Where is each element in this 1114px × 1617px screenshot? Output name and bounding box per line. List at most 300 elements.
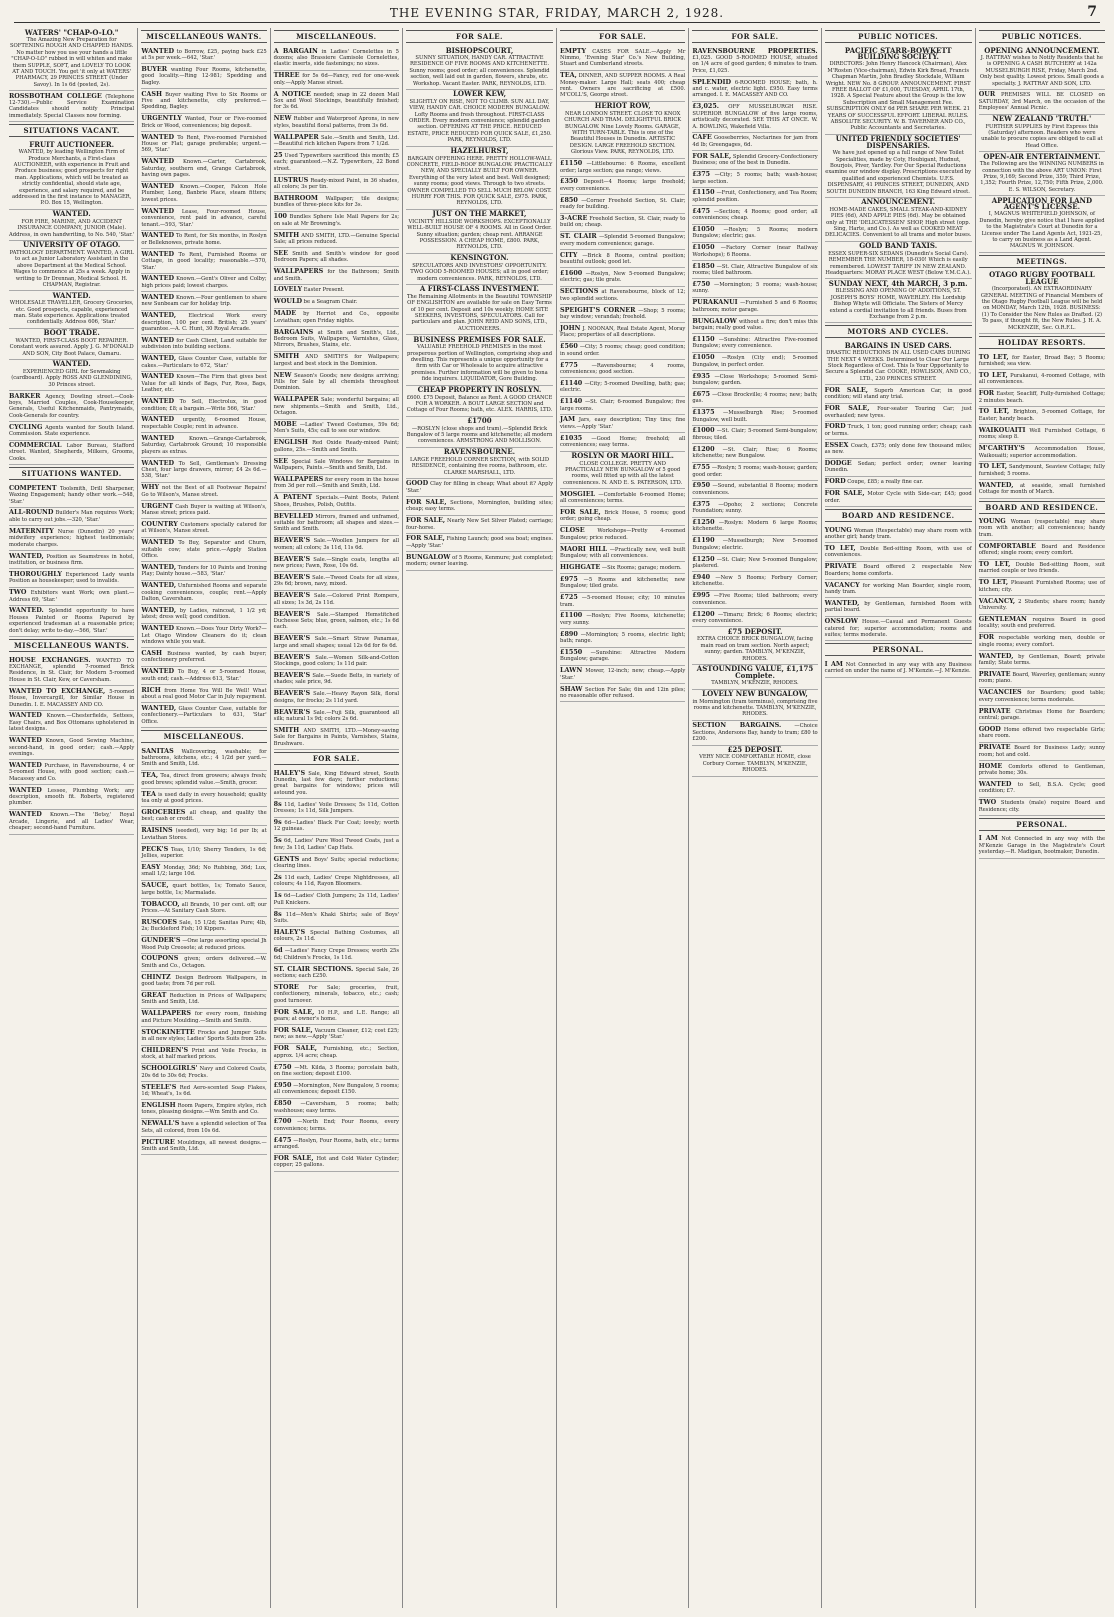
classified-ad	[141, 311, 266, 336]
ad-lead-word: ST. CLAIR SECTIONS.	[273, 964, 354, 973]
ad-body-text: Known—The Firm that gives best Value for all kinds of Bags, Fur, Ross, Bags, Leather, etc.	[141, 374, 267, 394]
ad-body-text: —Ladies' Fancy Crepe Dresses; worth 25s 6d; Children's Frocks, 1s 11d.	[273, 948, 399, 961]
ad-body-text: Mouldings, all newest designs.—Smith and Smith, Ltd.	[141, 1139, 267, 1152]
ad-body-text: OFF MUSSELBURGH RISE. SUPERIOR BUNGALOW of five large rooms, artistically decorated. SEE THIS AT ONCE. W. A. BOWLING, Wakefield Villa.	[692, 104, 818, 130]
ad-body-text: Exhibitors want Work; own plant.—Address 69, 'Star.'	[9, 590, 135, 603]
classified-ad	[406, 46, 553, 90]
ad-body-text: Deposit—4 Rooms; large freehold; every convenience.	[560, 179, 686, 192]
classified-ad	[979, 407, 1105, 425]
classified-ad	[141, 972, 266, 990]
ad-lead-word: WANTED,	[141, 562, 177, 571]
ad-body-text: Red Oxide Ready-mixed Paint; gallons, 25s.—Smith and Smith.	[273, 440, 399, 453]
ad-body-text: —Sound, substantial 8 Rooms; modern conveniences.	[692, 483, 818, 496]
ad-lead-word: SANITAS	[141, 746, 174, 755]
ad-lead-word: FORD	[824, 422, 846, 431]
ad-lead-word: HIGHGATE	[560, 562, 601, 571]
classified-ad	[825, 422, 972, 440]
classified-ad	[141, 415, 266, 433]
ad-body-text: Mirrors, framed and unframed, suitable for bathroom; all shapes and sizes.—Smith and Smith.	[273, 513, 399, 533]
ad-lead-word: £1000	[692, 426, 715, 435]
classified-ad	[825, 440, 972, 458]
ad-lead-word: VACANCY,	[978, 596, 1016, 605]
ad-lead-word: WANTED	[141, 182, 175, 190]
ad-lead-word: £1190	[692, 536, 715, 545]
classified-ad	[979, 633, 1105, 651]
ad-body-text: needed; snap in 22 dozen Mail Sox and Wool Stockings, beautifully finished; for 3s 6d.	[273, 91, 399, 111]
classified-ad	[692, 151, 817, 169]
section-heading: MISCELLANEOUS.	[141, 730, 266, 743]
ad-body-text: —Roslyn, Four Rooms, bath, etc.; terms arranged.	[273, 1137, 399, 1151]
classified-ad	[560, 102, 685, 159]
ad-body-text: —Comfortable 6-roomed Home; all conveniences; terms.	[560, 491, 686, 505]
classified-ad	[560, 232, 685, 250]
ad-lead-word: PURAKANUI	[692, 298, 738, 307]
ad-lead-word: WANTED	[141, 335, 175, 344]
classified-ad	[692, 536, 817, 554]
classified-ad	[406, 335, 553, 385]
column-3	[271, 28, 403, 1608]
ad-body-text: DINNER, AND SUPPER ROOMS. A Real Money-maker. Large Hall; seats 400; cheap rent. Owners are sacrificing at £500. M'COLL'S, George street.	[560, 73, 686, 99]
ad-lead-word: WANTED	[9, 785, 42, 794]
classified-ad	[9, 785, 134, 810]
ad-lead-word: TEA,	[560, 71, 577, 80]
ad-lead-word: BARGAINS	[273, 327, 314, 336]
ad-body-text: Position as Seamstress in hotel, institution, or business firm.	[9, 553, 135, 566]
classified-ad	[692, 690, 817, 721]
ad-body-text: Clay for filling in cheap; What about it? Apply 'Star.'	[405, 481, 554, 494]
ad-body-text: —Five Rooms; tiled bathroom; every convenience.	[692, 593, 818, 606]
ad-lead-word: £1140	[560, 378, 583, 387]
ad-lead-word: WANTED	[141, 624, 175, 633]
classified-ad	[274, 230, 399, 248]
ad-body-text: Freehold Section, St. Clair, ready to build on; cheap.	[560, 216, 686, 229]
ad-lead-word: WANTED	[141, 274, 175, 283]
classified-ad	[141, 458, 266, 483]
classified-ad	[979, 669, 1105, 687]
ad-body-text: Four-seater Touring Car; just overhauled; new tyres.	[824, 406, 972, 419]
ad-body-text: —City; 5 rooms; bath; wash-house; large section.	[692, 172, 818, 185]
ad-body-text: £600. £75 Deposit, Balance as Rent. A GOOD CHANCE FOR A WORKER. A BOUT LARGE SECTION and Cottage of Four Rooms; bath, etc. ALEX. HARRIS, LTD.	[406, 394, 553, 414]
ad-body-text: —Musselburgh Rise; 5-roomed Bungalow, well built.	[692, 410, 818, 423]
ad-body-text: To Buy, 4 or 5-roomed House, south end; cash.—Address 613, 'Star.'	[141, 669, 267, 682]
ad-lead-word: £1100	[560, 611, 583, 620]
ad-lead-word: OTAGO RUGBY FOOTBALL LEAGUE	[989, 270, 1095, 286]
ad-lead-word: THREE	[273, 71, 300, 80]
classified-ad	[274, 964, 399, 982]
ad-body-text: Comforts offered to Gentleman, private home; 30s.	[978, 763, 1106, 776]
ad-body-text: —Roslyn; 5 Rooms; modern Bungalow; electric; gas.	[692, 227, 818, 240]
section-heading: FOR SALE.	[406, 30, 553, 43]
ad-body-text: Nearly New Set Silver Plated; carriage; four-horse.	[405, 518, 553, 531]
classified-ad	[979, 688, 1105, 706]
section-heading: PUBLIC NOTICES.	[979, 30, 1105, 43]
ad-body-text: TAMBLYN, M'KENZIE, RHODES.	[711, 680, 799, 687]
classified-ad	[141, 354, 266, 372]
classified-ad	[274, 212, 399, 230]
column-1	[6, 28, 138, 1608]
ad-lead-word: LAWN	[560, 666, 583, 675]
ad-lead-word: WHY	[141, 483, 160, 492]
ad-lead-word: £560	[560, 342, 578, 351]
ad-lead-word: FORD	[824, 477, 846, 486]
ad-body-text: Specials.—Paint Boots, Patent Shoes, Brushes, Polish, Outfits.	[273, 495, 399, 508]
column-2	[138, 28, 270, 1608]
classified-ad	[141, 807, 266, 825]
classified-ad	[274, 689, 399, 707]
classified-ad	[825, 459, 972, 477]
ad-body-text: for every room, finishing and Picture Moulding.—Smith and Smith.	[141, 1011, 267, 1024]
classified-ad	[825, 598, 972, 616]
classified-ad	[9, 508, 134, 526]
classified-ad	[979, 560, 1105, 578]
classified-ad	[560, 629, 685, 647]
classified-ad	[141, 292, 266, 310]
classified-ad	[825, 477, 972, 489]
ad-body-text: The Remaining Allotments in the Beautiful TOWNSHIP OF ENGLISHTON are available for sale on Easy Terms of 10 per cent. Deposit and 10s weekly. HOME SITE SEEKERS, INVESTORS, SPECULATORS. Call for particulars and plan. JOHN REID AND SONS, LTD., AUCTIONEERS.	[406, 293, 553, 332]
ad-lead-word: ROSSBOTHAM COLLEGE	[9, 91, 102, 100]
ad-lead-word: BEAVER'S	[273, 536, 311, 545]
ad-lead-word: SPEIGHT'S CORNER	[560, 305, 636, 314]
classified-ad	[825, 46, 972, 135]
ad-body-text: —Choice Sections, Andersons Bay, handy to tram; £80 to £200.	[692, 723, 818, 743]
classified-ad	[141, 182, 266, 207]
ad-body-text: at seaside, small furnished Cottage for month of March.	[978, 482, 1106, 496]
ad-lead-word: TO LET,	[978, 560, 1011, 569]
ad-body-text: —Timaru; Brick; 6 Rooms; electric; every convenience.	[692, 611, 818, 624]
ad-body-text: Teas, 1/10; Sherry Tenders, 1s 6d; Jellies, superior.	[141, 846, 267, 859]
ad-body-text: I, MAGNUS WHITEFIELD JOHNSON, of Dunedin, hereby give notice that I have applied to the Magistrate's Court at Dunedin for a License under The Land Agents Act, 1921-25, to carry on business as a Land Agent. MAGNUS W. JOHNSON.	[979, 211, 1105, 250]
ad-body-text: have a splendid selection of Tea Sets, all colored, from 10s 6d.	[141, 1121, 267, 1134]
classified-ad	[560, 195, 685, 213]
ad-body-text: We have just opened up a full range of New Toilet Specialities, made by Coty, Houbigant, Hudnut, Bourjois, Piver, Yardley. For Our Special Reductions examine our window display. Prescriptions executed by qualified and experienced Chemists. U.F.S. DISPENSARY, 41 PRINCES STREET, DUNEDIN, AND SOUTH DUNEDIN BRANCH, 163 King Edward street.	[825, 150, 972, 195]
ad-lead-word: SMITH	[273, 725, 300, 734]
classified-ad	[979, 90, 1105, 115]
ad-body-text: Vacuum Cleaner, £12; cost £25; new; as new.—Apply 'Star.'	[273, 1027, 399, 1041]
classified-ad	[560, 46, 685, 71]
classified-ad	[141, 335, 266, 353]
ad-lead-word: £3,025.	[692, 102, 720, 111]
classified-ad	[560, 287, 685, 305]
ad-body-text: Brighton, 5-roomed Cottage, for Easter; handy beach.	[978, 409, 1106, 422]
classified-ad	[560, 544, 685, 562]
classified-ad	[692, 609, 817, 627]
classified-ad	[560, 159, 685, 177]
classified-ad	[692, 77, 817, 102]
classified-ad	[406, 254, 553, 285]
ad-body-text: —Practically new, well built Bungalow; with all conveniences.	[560, 546, 686, 559]
ad-lead-word: CASH	[141, 89, 163, 98]
ad-body-text: —New 5 Rooms; Forbury Corner; kitchenette.	[692, 574, 818, 588]
ad-body-text: —Mt. Kilda, 3 Rooms; porcelain bath, on fine section; deposit £100.	[273, 1064, 399, 1077]
ad-lead-word: NEW	[273, 370, 292, 379]
classified-ad	[141, 397, 266, 415]
ad-lead-word: NEW	[273, 114, 292, 123]
ad-lead-word: WANTED	[141, 231, 175, 240]
ad-body-text: (seeded), very big; 1d per lb; at Leviathan Stores.	[141, 828, 267, 841]
ad-body-text: J. RATTRAY wishes to Notify Residents that he is OPENING A CASH BUTCHERY at 142a MUSSELBURGH RISE, Friday, March 2nd. Only best quality. Lowest prices. Small goods a specialty. J. RATTRAY AND SON, LTD.	[979, 54, 1104, 87]
classified-ad	[274, 609, 399, 634]
classified-ad	[825, 659, 972, 677]
ad-lead-word: COUPONS	[141, 954, 179, 963]
classified-ad	[141, 605, 266, 623]
ad-body-text: Well Furnished Cottage, 6 rooms; sleep 8.	[978, 427, 1106, 441]
classified-ad	[692, 279, 817, 297]
ad-body-text: Buyer waiting Five to Six Rooms or Five and kitchenette, city preferred.—Spedding, Bagley.	[141, 91, 267, 111]
ad-lead-word: PRIVATE	[824, 562, 857, 571]
ad-body-text: To Rent, Furnished Rooms or Cottage, in good locality; reasonable.—570, 'Star.'	[141, 251, 267, 271]
ad-body-text: —Roslyn; 5 rooms; wash-house; garden; good order.	[692, 465, 818, 478]
ad-body-text: be a Seagram Chair.	[303, 299, 358, 306]
classified-ad	[141, 826, 266, 844]
ad-lead-word: SECTIONS	[560, 287, 599, 296]
classified-ad	[406, 285, 553, 335]
ad-body-text: £1,025. GOOD 5-ROOMED HOUSE, situated on 1/4 acre of good garden; 6 minutes to tram. Price, £1,025.	[692, 54, 818, 74]
ad-lead-word: 8s	[273, 799, 282, 808]
ad-body-text: WHOLESALE TRAVELLER, Grocery Groceries, etc. Good prospects, capable, experienced man. State experience. Applications treated confidentially. Address 606, 'Star.'	[9, 300, 134, 326]
ad-lead-word: COMMERCIAL	[9, 441, 62, 450]
classified-ad	[979, 425, 1105, 443]
ad-body-text: all Brands, 10 per cent. off; our Prices.—At Sanitary Cash Store.	[141, 901, 267, 914]
classified-ad	[141, 562, 266, 580]
classified-ad	[9, 329, 134, 360]
ad-body-text: Known.—Carter, Cartabrook, Saturday, southern end, Grange Cartabrook, having own pages.	[141, 159, 267, 179]
ad-lead-word: £750	[692, 279, 711, 288]
ad-lead-word: FOR SALE,	[273, 1044, 318, 1053]
ad-body-text: To Rent, for Six months, in Roslyn or Belleknowes, private home.	[141, 233, 267, 246]
ad-lead-word: SAUCE,	[141, 881, 169, 890]
classified-ad	[560, 507, 685, 525]
ad-body-text: Frocks and Jumper Suits in all new styles; Ladies' Sports Suits from 25s.	[141, 1029, 267, 1043]
classified-ad	[692, 665, 817, 690]
ad-body-text: Truck, 1 ton; good running order; cheap; cash or terms.	[824, 424, 972, 437]
classified-ad	[825, 135, 972, 198]
ad-lead-word: £1550	[560, 648, 583, 657]
ad-body-text: Home offered two respectable Girls; share room.	[978, 726, 1106, 740]
ad-lead-word: £350	[560, 177, 578, 186]
ad-body-text: Known.—Gent's Oliver and Colby; high prices paid; lowest charges.	[141, 276, 267, 289]
ad-lead-word: FOR SALE,	[273, 1025, 313, 1034]
ad-body-text: Sections, Mornington, building sites; cheap; easy terms.	[405, 499, 554, 513]
ad-lead-word: A BARGAIN	[273, 46, 318, 55]
ad-lead-word: TO LET,	[978, 370, 1008, 379]
classified-ad	[274, 175, 399, 193]
classified-ad	[979, 834, 1105, 859]
classified-ad	[9, 810, 134, 835]
ad-body-text: —5 Rooms and kitchenette; new Bungalow; tiled grate.	[560, 576, 686, 590]
ad-lead-word: 6d	[273, 946, 283, 955]
classified-ad	[692, 102, 817, 133]
ad-body-text: Nurse (Dunedin) 20 years' midwifery experience; highest testimonials; moderate charges.	[9, 528, 135, 548]
ad-body-text: To Buy, Separator and Churn, suitable cow; state price.—Apply Station Office.	[141, 540, 267, 559]
classified-ad	[9, 606, 134, 637]
ad-lead-word: £700	[273, 1117, 292, 1126]
ad-body-text: Rubber and Waterproof Aprons, in new styles, beautiful floral patterns, from 3s 6d.	[273, 116, 399, 129]
ad-lead-word: BEAVER'S	[273, 634, 311, 643]
ad-body-text: —Roslyn (City end); 5-roomed Bungalow, in perfect order.	[692, 355, 818, 368]
ad-lead-word: £850	[273, 1099, 292, 1108]
ad-lead-word: WANTED	[141, 415, 175, 424]
classified-ad	[9, 569, 134, 587]
classified-ad	[979, 115, 1105, 153]
ad-body-text: Smith and Smith's window for good Bedroom Papers; all shades.	[273, 250, 399, 264]
ad-body-text: Customers specially catered for at Wilson's, Manse street.	[141, 521, 267, 535]
classified-ad	[9, 686, 134, 711]
classified-ad	[825, 341, 972, 385]
classified-ad	[560, 562, 685, 574]
ad-body-text: to Borrow, £25, paying back £25 at 5s per week.—642, 'Star.'	[141, 48, 267, 61]
classified-ad	[274, 1154, 399, 1172]
ad-body-text: Sale.—Woollen Jumpers for all women; all colors; 3s 11d, 11s 6d.	[273, 538, 399, 551]
ad-body-text: —Musselburgh; New 5-roomed Bungalow; electric.	[692, 538, 818, 551]
ad-body-text: Unfurnished Rooms and separate cooking conveniences, couple; rent.—Apply Dalton, Caversham.	[141, 583, 267, 602]
ad-lead-word: VACANCY	[824, 580, 860, 589]
ad-lead-word: WOULD	[273, 297, 303, 306]
ad-lead-word: £1250	[692, 554, 715, 563]
ad-body-text: Board and Residence offered; single room; every comfort.	[978, 543, 1106, 557]
classified-ad	[274, 395, 399, 420]
classified-ad	[274, 285, 399, 297]
classified-ad	[560, 415, 685, 433]
ad-lead-word: £1050	[692, 225, 715, 234]
ad-lead-word: STORE	[273, 982, 299, 991]
ad-body-text: Sale, King Edward street, South Dunedin, last few days; further reductions; great bargains for windows; prices will astound you.	[273, 770, 399, 796]
classified-ad	[692, 627, 817, 665]
classified-ad	[274, 267, 399, 285]
ad-body-text: —City; 5-roomed Dwelling, bath; gas; electric.	[560, 380, 686, 394]
ad-body-text: Sale.—Single coats, lengths all new prices; Fawn, Rose, 10s 6d.	[273, 556, 399, 570]
classified-ad	[692, 721, 817, 746]
ad-body-text: 6d—Ladies' Black Fur Coat; lovely; worth 12 guineas.	[273, 820, 399, 833]
ad-body-text: —Splendid 5-roomed Bungalow; every modern convenience; garage.	[560, 234, 686, 247]
classified-ad	[560, 268, 685, 286]
classified-ad	[979, 444, 1105, 462]
ad-lead-word: £1600	[560, 268, 583, 277]
ad-body-text: of 5 Rooms, Kenmure; just completed; modern; owner leaving.	[405, 554, 554, 568]
ad-body-text: Coach, £375; only done few thousand miles; as new.	[824, 442, 972, 456]
ad-lead-word: WANTED.	[52, 359, 91, 369]
classified-ad	[274, 1080, 399, 1098]
ad-body-text: —One large assorting special Jh Wood Pulp Creosote; at reduced prices.	[141, 938, 267, 951]
ad-body-text: by Herriot and Co., opposite Leviathan; open Friday nights.	[273, 311, 399, 324]
classified-ad	[9, 360, 134, 391]
classified-ad	[979, 761, 1105, 779]
ad-lead-word: BATHROOM	[273, 193, 318, 202]
ad-body-text: WANTED, FIRST-CLASS BOOT REPAIRER. Constant work assured. Apply J. G. M'DONALD AND SON, City Boot Palace, Oamaru.	[9, 337, 134, 357]
ad-body-text: quart bottles, 1s; Tomato Sauce, large bottle, 1s; Marmalade.	[141, 883, 267, 896]
classified-ad	[141, 789, 266, 807]
ad-body-text: Wallpaper; tile designs; bundles of three-piece kits for 3s.	[273, 195, 399, 209]
ad-body-text: Motor Cycle with Side-car; £45; good order.	[824, 491, 972, 504]
classified-ad	[274, 1117, 399, 1135]
classified-ad	[274, 248, 399, 266]
classified-ad	[141, 89, 266, 114]
ad-body-text: Coupe, £85; a really fine car.	[847, 479, 924, 486]
ad-body-text: Double Bed-sitting Room, with use of conveniences.	[824, 545, 972, 559]
ad-lead-word: GUNDER'S	[141, 936, 181, 945]
ad-lead-word: KENSINGTON.	[450, 253, 509, 263]
classified-ad	[692, 206, 817, 224]
ad-body-text: —Sunshine: Attractive Modern Bungalow; garage.	[560, 650, 686, 663]
classified-ad	[406, 147, 553, 210]
ad-body-text: Easter, Seacliff, Fully-furnished Cottage; 2 minutes beach.	[978, 391, 1106, 404]
classified-ad	[692, 499, 817, 517]
ad-lead-word: HOME	[978, 761, 1003, 770]
classified-ad	[406, 497, 553, 515]
ad-lead-word: LOVELY NEW BUNGALOW,	[702, 689, 808, 699]
classified-ad	[274, 420, 399, 438]
ad-lead-word: WALLPAPER	[273, 132, 319, 141]
ad-body-text: The Amazing New Preparation for SOFTENING ROUGH AND CHAPPED HANDS. No matter how you use your hands a little "CHAP-O-LO" rubbed in will whiten and make them SUPPLE, SOFT, and LOVELY TO LOOK AT AND TOUCH. You get 'it only at WATERS' PHARMACY, 29 PRINCES STREET (Under Savoy). In 1s 6d (posted, 2s).	[10, 36, 134, 88]
ad-lead-word: ONSLOW	[824, 617, 858, 626]
ad-lead-word: HALEY'S	[273, 768, 306, 777]
classified-ad	[692, 170, 817, 188]
ad-lead-word: PRIVATE	[978, 743, 1011, 752]
ad-body-text: —Shop; 5 rooms; bay window; verandah; freehold.	[560, 307, 686, 320]
classified-ad	[692, 444, 817, 462]
ad-lead-word: 25	[273, 150, 283, 159]
classified-ad	[141, 1100, 266, 1118]
ad-lead-word: RAVENSBOURNE PROPERTIES.	[692, 46, 818, 55]
section-heading: PERSONAL.	[825, 643, 972, 656]
ad-body-text: Not Connected in any way with the M'Kenzie Garage in the Magistrate's Court yesterday.—R. Madigan, bootmaker, Dunedin.	[978, 836, 1106, 856]
ad-lead-word: FOR SALE,	[273, 1007, 315, 1016]
ad-body-text: Purakanui, 4-roomed Cottage, with all conveniences.	[978, 372, 1105, 386]
ad-body-text: and Boys' Suits; special reductions; clearing lines.	[273, 856, 399, 870]
ad-lead-word: MOSGIEL	[560, 489, 596, 498]
classified-ad	[141, 538, 266, 563]
section-heading: MISCELLANEOUS WANTS.	[141, 30, 266, 43]
ad-body-text: Accommodation House, Waikouaiti; superior accommodation.	[978, 446, 1106, 459]
classified-ad	[274, 670, 399, 688]
ad-body-text: Sale.—Colored Print Rompers, all sizes; 1s 3d, 2s 11d.	[273, 593, 399, 606]
classified-ad	[825, 562, 972, 580]
classified-ad	[141, 1064, 266, 1082]
ad-lead-word: BUNGALOW	[405, 552, 451, 561]
ad-body-text: —St. Clair, Attractive Bungalow of six rooms; tiled bathroom.	[692, 263, 818, 277]
ad-lead-word: HAZELHURST,	[450, 146, 509, 156]
ad-body-text: —ROSLYN (close shops and tram).—Splendid Brick Bungalow of 5 large rooms and kitchenette; all modern conveniences. ARMSTRONG AND MOLLISON.	[406, 425, 553, 445]
ad-lead-word: SEE	[273, 456, 289, 465]
ad-body-text: —Ladies' Tweed Costumes, 59s 6d; Men's Suits, 45s; call to see our window.	[273, 422, 399, 435]
classified-ad	[9, 391, 134, 422]
classified-ad	[825, 404, 972, 422]
classified-ad	[274, 370, 399, 395]
ad-lead-word: STOCKINETTE	[141, 1027, 195, 1036]
ad-body-text: SPECULATORS AND INVESTORS' OPPORTUNITY. TWO GOOD 5-ROOMED HOUSES; all in good order; modern conveniences. PARK, REYNOLDS, LTD.	[410, 262, 549, 282]
ad-body-text: Navy and Colored Coats, 20s 6d to 30s 6d; Frocks.	[141, 1066, 267, 1079]
classified-ad	[141, 648, 266, 666]
ad-body-text: Print and Voile Frocks, in stock, at half marked prices.	[141, 1048, 267, 1061]
ad-lead-word: £975	[560, 574, 578, 583]
ad-body-text: —North End; Four Rooms, every convenience; terms.	[273, 1119, 399, 1132]
ad-lead-word: CITY	[560, 250, 578, 259]
ad-lead-word: 2s	[273, 872, 282, 881]
ad-lead-word: £1250	[692, 518, 715, 527]
ad-lead-word: £25 DEPOSIT.	[727, 745, 783, 754]
ad-lead-word: BUNGALOW	[692, 316, 737, 325]
ad-body-text: Known.—Grange-Cartabrook, Saturday, Cartabrook Ground; 10 responsible players as extras.	[141, 435, 267, 455]
ad-lead-word: £775	[560, 360, 578, 369]
ad-lead-word: 100	[273, 212, 287, 221]
classified-ad	[274, 475, 399, 493]
classified-ad	[141, 862, 266, 880]
classified-ad	[274, 854, 399, 872]
classified-ad	[692, 261, 817, 279]
ad-body-text: Splendid opportunity to have Houses Painted or Rooms Papered by experienced tradesman at a reasonable price; don't delay; write to-day.—566, 'Star.'	[9, 608, 135, 634]
ad-body-text: NEAR LONDON STREET. CLOSE TO KNOX CHURCH AND TRAM. DELIGHTFUL BRICK BUNGALOW. Nine Lovely Rooms. GARAGE, WITH TURN-TABLE. This is one of the Beautiful Houses in Dunedin. ARTISTIC DESIGN. LARGE FREEHOLD SECTION. Glorious View. PARK, REYNOLDS, LTD.	[564, 110, 682, 156]
classified-ad	[406, 448, 553, 479]
classified-ad	[560, 526, 685, 544]
